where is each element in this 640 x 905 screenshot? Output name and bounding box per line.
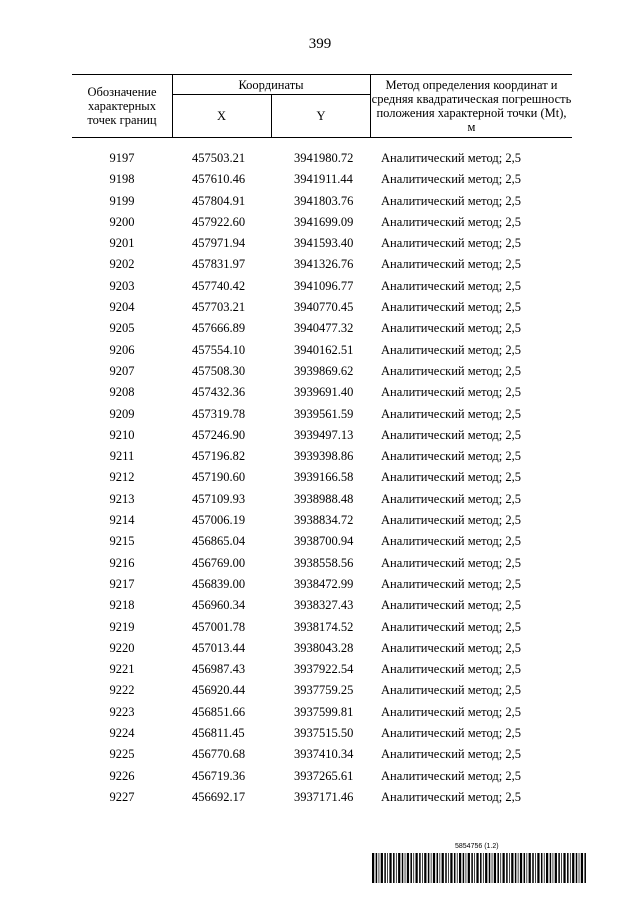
method: Аналитический метод; 2,5 bbox=[381, 576, 521, 591]
table-row bbox=[72, 254, 572, 275]
table-row bbox=[72, 574, 572, 595]
table-row bbox=[72, 361, 572, 382]
table-row bbox=[72, 787, 572, 808]
coord-y: 3941803.76 bbox=[294, 193, 354, 208]
table-row bbox=[72, 659, 572, 680]
table-row bbox=[72, 212, 572, 233]
table-row bbox=[72, 553, 572, 574]
table-row bbox=[72, 404, 572, 425]
table-row bbox=[72, 169, 572, 190]
coord-x: 457610.46 bbox=[192, 172, 246, 187]
method: Аналитический метод; 2,5 bbox=[381, 747, 521, 762]
table-row bbox=[72, 766, 572, 787]
table-row bbox=[72, 702, 572, 723]
table-row bbox=[72, 297, 572, 318]
table-row bbox=[72, 233, 572, 254]
coord-x: 457703.21 bbox=[192, 300, 246, 315]
table-row bbox=[72, 510, 572, 531]
table-row bbox=[72, 489, 572, 510]
coord-y: 3939166.58 bbox=[294, 470, 354, 485]
coord-x: 457666.89 bbox=[192, 321, 246, 336]
point-id: 9226 bbox=[109, 768, 135, 783]
point-id: 9223 bbox=[109, 704, 135, 719]
method: Аналитический метод; 2,5 bbox=[381, 427, 521, 442]
coord-y: 3940477.32 bbox=[294, 321, 354, 336]
method: Аналитический метод; 2,5 bbox=[381, 300, 521, 315]
method: Аналитический метод; 2,5 bbox=[381, 598, 521, 613]
coord-y: 3938472.99 bbox=[294, 576, 354, 591]
method: Аналитический метод; 2,5 bbox=[381, 789, 521, 804]
coord-y: 3940162.51 bbox=[294, 342, 354, 357]
point-id: 9205 bbox=[109, 321, 135, 336]
coord-x: 457554.10 bbox=[192, 342, 246, 357]
table-body bbox=[72, 148, 572, 808]
coord-y: 3941911.44 bbox=[294, 172, 353, 187]
point-id: 9213 bbox=[109, 491, 135, 506]
method: Аналитический метод; 2,5 bbox=[381, 491, 521, 506]
table-row bbox=[72, 744, 572, 765]
point-id: 9212 bbox=[109, 470, 135, 485]
page-number: 399 bbox=[308, 36, 332, 52]
coord-x: 456987.43 bbox=[192, 662, 246, 677]
point-id: 9224 bbox=[109, 726, 135, 741]
coord-x: 456770.68 bbox=[192, 747, 246, 762]
method: Аналитический метод; 2,5 bbox=[381, 513, 521, 528]
point-id: 9208 bbox=[109, 385, 135, 400]
point-id: 9219 bbox=[109, 619, 135, 634]
coord-x: 456692.17 bbox=[192, 789, 246, 804]
method: Аналитический метод; 2,5 bbox=[381, 406, 521, 421]
coord-x: 456865.04 bbox=[192, 534, 246, 549]
point-id: 9199 bbox=[109, 193, 135, 208]
table-row bbox=[72, 617, 572, 638]
method: Аналитический метод; 2,5 bbox=[381, 768, 521, 783]
method: Аналитический метод; 2,5 bbox=[381, 704, 521, 719]
method: Аналитический метод; 2,5 bbox=[381, 193, 521, 208]
coord-y: 3937599.81 bbox=[294, 704, 354, 719]
coord-y: 3938327.43 bbox=[294, 598, 354, 613]
method: Аналитический метод; 2,5 bbox=[381, 534, 521, 549]
method: Аналитический метод; 2,5 bbox=[381, 470, 521, 485]
coord-x: 457246.90 bbox=[192, 427, 246, 442]
method: Аналитический метод; 2,5 bbox=[381, 385, 521, 400]
coord-x: 457508.30 bbox=[192, 363, 246, 378]
coord-y: 3939869.62 bbox=[294, 363, 354, 378]
coord-y: 3939691.40 bbox=[294, 385, 354, 400]
header-method bbox=[371, 75, 572, 137]
coord-x: 457740.42 bbox=[192, 278, 246, 293]
table-row bbox=[72, 148, 572, 169]
point-id: 9218 bbox=[109, 598, 135, 613]
coord-y: 3938700.94 bbox=[294, 534, 354, 549]
method: Аналитический метод; 2,5 bbox=[381, 640, 521, 655]
method: Аналитический метод; 2,5 bbox=[381, 662, 521, 677]
table-row bbox=[72, 595, 572, 616]
coord-x: 456719.36 bbox=[192, 768, 246, 783]
coord-y: 3940770.45 bbox=[294, 300, 354, 315]
header-y: Y bbox=[316, 109, 326, 123]
table-row bbox=[72, 191, 572, 212]
point-id: 9197 bbox=[109, 151, 135, 165]
coord-x: 456839.00 bbox=[192, 576, 246, 591]
coord-y: 3941699.09 bbox=[294, 214, 354, 229]
method: Аналитический метод; 2,5 bbox=[381, 214, 521, 229]
point-id: 9204 bbox=[109, 300, 135, 315]
header-point-designation: Обозначение характерных точек границ bbox=[87, 85, 157, 127]
coord-y: 3941096.77 bbox=[294, 278, 354, 293]
coord-x: 457432.36 bbox=[192, 385, 246, 400]
coord-y: 3941980.72 bbox=[294, 151, 354, 165]
method: Аналитический метод; 2,5 bbox=[381, 257, 521, 272]
coord-x: 457831.97 bbox=[192, 257, 246, 272]
coord-y: 3937410.34 bbox=[294, 747, 354, 762]
table-row bbox=[72, 531, 572, 552]
method: Аналитический метод; 2,5 bbox=[381, 683, 521, 698]
coord-x: 457006.19 bbox=[192, 513, 246, 528]
method: Аналитический метод; 2,5 bbox=[381, 619, 521, 634]
point-id: 9214 bbox=[109, 513, 135, 528]
method: Аналитический метод; 2,5 bbox=[381, 278, 521, 293]
coord-y: 3938174.52 bbox=[294, 619, 354, 634]
coord-x: 456851.66 bbox=[192, 704, 246, 719]
method: Аналитический метод; 2,5 bbox=[381, 363, 521, 378]
method: Аналитический метод; 2,5 bbox=[381, 236, 521, 251]
table-row bbox=[72, 680, 572, 701]
coord-y: 3937759.25 bbox=[294, 683, 354, 698]
point-id: 9198 bbox=[109, 172, 135, 187]
table-row bbox=[72, 425, 572, 446]
coord-x: 456960.34 bbox=[192, 598, 246, 613]
coord-y: 3937515.50 bbox=[294, 726, 354, 741]
point-id: 9215 bbox=[109, 534, 135, 549]
point-id: 9211 bbox=[109, 449, 135, 464]
point-id: 9203 bbox=[109, 278, 135, 293]
coord-x: 457190.60 bbox=[192, 470, 246, 485]
point-id: 9221 bbox=[109, 662, 135, 677]
coord-y: 3941326.76 bbox=[294, 257, 354, 272]
coord-y: 3937922.54 bbox=[294, 662, 354, 677]
barcode-label: 5854756 (1.2) bbox=[455, 843, 499, 850]
coord-x: 456769.00 bbox=[192, 555, 246, 570]
coord-y: 3938043.28 bbox=[294, 640, 354, 655]
point-id: 9210 bbox=[109, 427, 135, 442]
coord-x: 457804.91 bbox=[192, 193, 246, 208]
method: Аналитический метод; 2,5 bbox=[381, 151, 521, 165]
point-id: 9217 bbox=[109, 576, 135, 591]
point-id: 9201 bbox=[109, 236, 135, 251]
point-id: 9206 bbox=[109, 342, 135, 357]
header-coordinates: Координаты bbox=[238, 77, 304, 92]
point-id: 9200 bbox=[109, 214, 135, 229]
point-id: 9220 bbox=[109, 640, 135, 655]
coord-y: 3938834.72 bbox=[294, 513, 354, 528]
table-row bbox=[72, 446, 572, 467]
coord-y: 3938558.56 bbox=[294, 555, 354, 570]
coord-y: 3941593.40 bbox=[294, 236, 354, 251]
method: Аналитический метод; 2,5 bbox=[381, 449, 521, 464]
method: Аналитический метод; 2,5 bbox=[381, 726, 521, 741]
coord-y: 3937171.46 bbox=[294, 789, 354, 804]
method: Аналитический метод; 2,5 bbox=[381, 555, 521, 570]
table-row bbox=[72, 723, 572, 744]
coord-x: 457013.44 bbox=[192, 640, 246, 655]
coord-y: 3939398.86 bbox=[294, 449, 354, 464]
coord-x: 457196.82 bbox=[192, 449, 246, 464]
point-id: 9202 bbox=[109, 257, 135, 272]
point-id: 9225 bbox=[109, 747, 135, 762]
point-id: 9209 bbox=[109, 406, 135, 421]
table-header bbox=[72, 74, 572, 138]
header-x: X bbox=[216, 109, 227, 123]
table-row bbox=[72, 467, 572, 488]
coord-y: 3939561.59 bbox=[294, 406, 354, 421]
coord-x: 457922.60 bbox=[192, 214, 246, 229]
coord-x: 457109.93 bbox=[192, 491, 246, 506]
method: Аналитический метод; 2,5 bbox=[381, 342, 521, 357]
coord-y: 3939497.13 bbox=[294, 427, 354, 442]
table-row bbox=[72, 318, 572, 339]
method: Аналитический метод; 2,5 bbox=[381, 172, 521, 187]
coord-x: 457971.94 bbox=[192, 236, 246, 251]
coord-y: 3938988.48 bbox=[294, 491, 354, 506]
barcode-icon bbox=[372, 853, 589, 883]
coord-y: 3937265.61 bbox=[294, 768, 354, 783]
method: Аналитический метод; 2,5 bbox=[381, 321, 521, 336]
table-row bbox=[72, 276, 572, 297]
point-id: 9207 bbox=[109, 363, 135, 378]
point-id: 9227 bbox=[109, 789, 135, 804]
table-row bbox=[72, 382, 572, 403]
table-row bbox=[72, 638, 572, 659]
coord-x: 457001.78 bbox=[192, 619, 246, 634]
coord-x: 456920.44 bbox=[192, 683, 246, 698]
point-id: 9216 bbox=[109, 555, 135, 570]
table-row bbox=[72, 340, 572, 361]
coord-x: 457503.21 bbox=[192, 151, 246, 165]
coord-x: 457319.78 bbox=[192, 406, 246, 421]
header-method-label: Метод определения координат и средняя квадратическая погрешность положения характерной точки (Mt), м bbox=[371, 78, 572, 134]
point-id: 9222 bbox=[109, 683, 135, 698]
coord-x: 456811.45 bbox=[192, 726, 245, 741]
